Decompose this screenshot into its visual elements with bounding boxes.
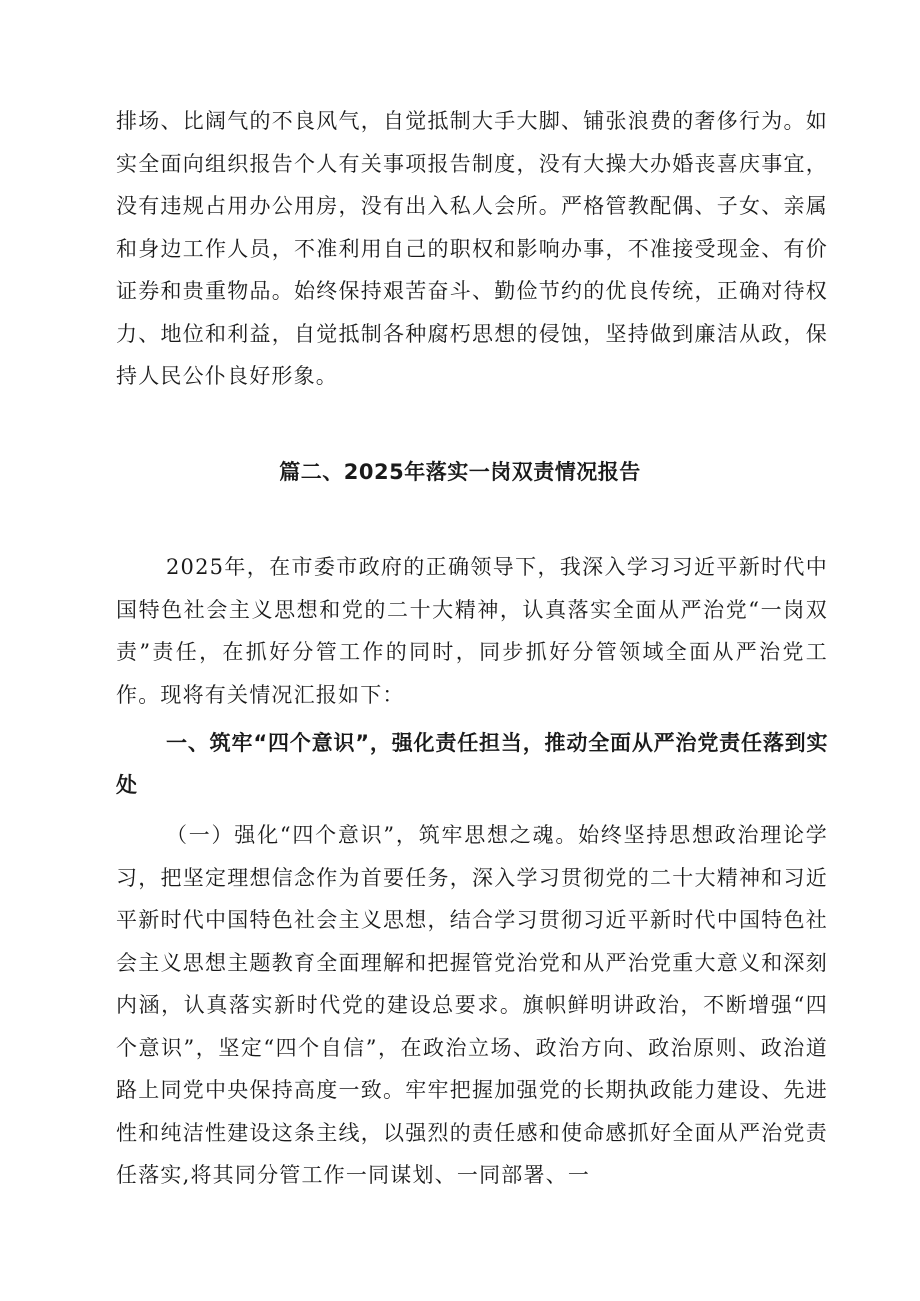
continuation-paragraph: 排场、比阔气的不良风气，自觉抵制大手大脚、铺张浪费的奢侈行为。如实全面向组织报告个人有关事项报告制度，没有大操大办婚丧喜庆事宜，没有违规占用办公用房，没有出入私人会所。严格管教配偶、子女、亲属和身边工作人员，不准利用自己的职权和影响办事，不准接受现金、有价证券和贵重物品。始终保持艰苦奋斗、勤俭节约的优良传统，正确对待权力、地位和利益，自觉抵制各种腐朽思想的侵蚀，坚持做到廉洁从政，保持人民公仆良好形象。 [116, 109, 828, 388]
subsection-paragraph: （一）强化“四个意识”，筑牢思想之魂。始终坚持思想政治理论学习，把坚定理想信念作为首要任务，深入学习贯彻党的二十大精神和习近平新时代中国特色社会主义思想，结合学习贯彻习近平新时代中国特色社会主义思想主题教育全面理解和把握管党治党和从严治党重大意义和深刻内涵，认真落实新时代党的建设总要求。旗帜鲜明讲政治，不断增强“四个意识”，坚定“四个自信”，在政治立场、政治方向、政治原则、政治道路上同党中央保持高度一致。牢牢把握加强党的长期执政能力建设、先进性和纯洁性建设这条主线，以强烈的责任感和使命感抓好全面从严治党责任落实,将其同分管工作一同谋划、一同部署、一 [116, 823, 828, 1187]
section-heading-1: 一、筑牢“四个意识”，强化责任担当，推动全面从严治党责任落到实处 [116, 731, 828, 797]
section-title: 篇二、2025年落实一岗双责情况报告 [279, 460, 641, 484]
intro-paragraph: 2025年，在市委市政府的正确领导下，我深入学习习近平新时代中国特色社会主义思想和党的二十大精神，认真落实全面从严治党“一岗双责”责任，在抓好分管工作的同时，同步抓好分管领域全面从严治党工作。现将有关情况汇报如下： [116, 555, 828, 707]
